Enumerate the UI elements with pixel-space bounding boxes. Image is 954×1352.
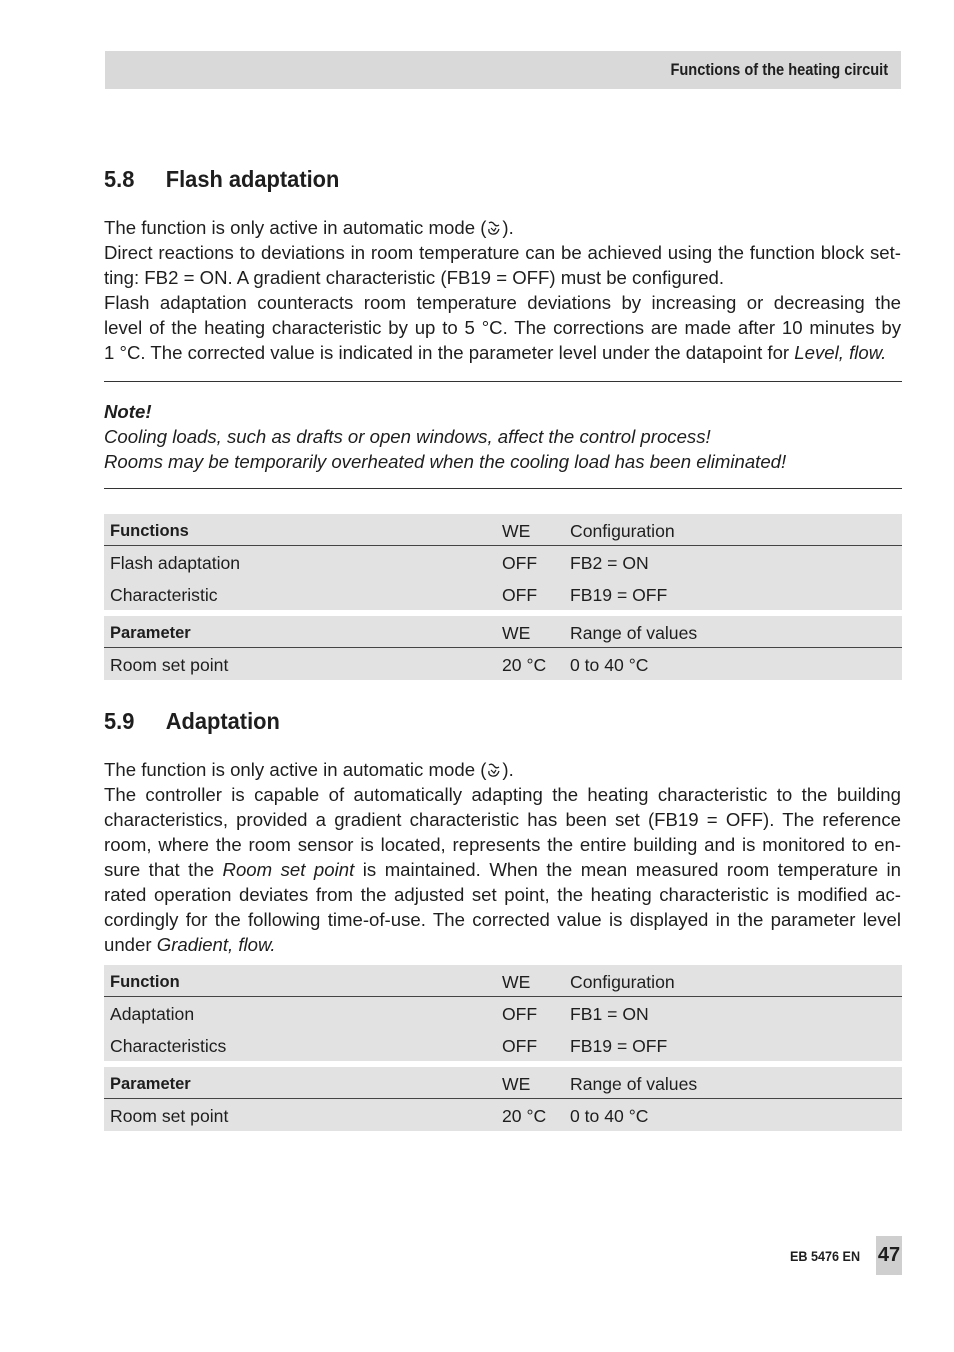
- text-run: ).: [502, 217, 514, 238]
- note-title: Note!: [104, 401, 152, 422]
- section-title: Flash adaptation: [165, 166, 340, 192]
- text-run: is maintained. When the mean measured room temperature in: [354, 859, 902, 880]
- table-row: [104, 578, 902, 610]
- paragraph-line: ting: FB2 = ON. A gradient characteristic (FB19 = OFF) must be configured.: [104, 267, 725, 288]
- datapoint-name: Level, flow.: [794, 342, 887, 363]
- paragraph-line: The controller is capable of automatically adapting the heating characteristic to the building: [104, 784, 901, 805]
- paragraph-line: [104, 757, 901, 782]
- note-box: [104, 399, 901, 474]
- paragraph-line: rated operation deviates from the adjusted set point, the heating characteristic is modified ac-: [104, 884, 901, 905]
- table-cell: Room set point: [110, 655, 229, 675]
- table-cell: OFF: [502, 1004, 538, 1024]
- column-header: WE: [502, 521, 531, 541]
- paragraph-line: Flash adaptation counteracts room temperature deviations by increasing or decreasing the: [104, 292, 901, 313]
- section-5-8-body: [104, 215, 901, 365]
- table-cell: FB19 = OFF: [570, 1036, 668, 1056]
- paragraph-line: cordingly for the following time-of-use. The corrected value is displayed in the parameter level: [104, 909, 901, 930]
- column-header: Functions: [110, 522, 189, 540]
- column-header: WE: [502, 623, 531, 643]
- table-row: [104, 1029, 902, 1061]
- column-header: Parameter: [110, 1075, 191, 1093]
- text-run: The function is only active in automatic mode (: [104, 217, 487, 238]
- column-header: WE: [502, 972, 531, 992]
- paragraph-line: characteristics, provided a gradient characteristic has been set (FB19 = OFF). The reference: [104, 809, 901, 830]
- paragraph-line: Direct reactions to deviations in room temperature can be achieved using the function block set-: [104, 242, 901, 263]
- paragraph-line: room, where the room sensor is located, represents the entire building and is monitored to en-: [104, 834, 901, 855]
- table-cell: OFF: [502, 585, 538, 605]
- section-number: 5.8: [104, 166, 135, 192]
- table-cell: Characteristics: [110, 1036, 227, 1056]
- table-header-row: [104, 514, 902, 546]
- section-heading-5-9: [104, 708, 280, 735]
- table-cell: OFF: [502, 553, 538, 573]
- table-cell: Characteristic: [110, 585, 218, 605]
- functions-block: [104, 514, 902, 610]
- text-run: 1 °C. The corrected value is indicated in the parameter level under the datapoint for: [104, 342, 795, 363]
- parameter-name: Room set point: [222, 859, 355, 880]
- text-run: The function is only active in automatic mode (: [104, 759, 487, 780]
- column-header: Configuration: [570, 521, 675, 541]
- note-bottom-rule: [104, 488, 902, 489]
- paragraph-line: [104, 932, 901, 957]
- table-header-row: [104, 616, 902, 648]
- parameter-block: [104, 1067, 902, 1131]
- table-header-row: [104, 965, 902, 997]
- page-number: 47: [876, 1236, 902, 1275]
- note-line: Cooling loads, such as drafts or open windows, affect the control process!: [104, 426, 711, 447]
- table-cell: 0 to 40 °C: [570, 655, 649, 675]
- table-header-row: [104, 1067, 902, 1099]
- parameter-block: [104, 616, 902, 680]
- table-cell: Adaptation: [110, 1004, 195, 1024]
- section-title: Adaptation: [165, 708, 280, 734]
- column-header: Parameter: [110, 624, 191, 642]
- table-cell: FB19 = OFF: [570, 585, 668, 605]
- datapoint-name: Gradient, flow.: [156, 934, 276, 955]
- paragraph-line: [104, 340, 901, 365]
- table-cell: FB1 = ON: [570, 1004, 649, 1024]
- table-row: [104, 546, 902, 578]
- section-number: 5.9: [104, 708, 135, 734]
- text-run: ).: [502, 759, 514, 780]
- note-top-rule: [104, 381, 902, 382]
- section-5-9-body: [104, 757, 901, 957]
- paragraph-line: [104, 215, 901, 240]
- table-cell: OFF: [502, 1036, 538, 1056]
- paragraph-line: level of the heating characteristic by up to 5 °C. The corrections are made after 10 minutes by: [104, 317, 901, 338]
- document-code: EB 5476 EN: [790, 1248, 861, 1264]
- table-row: [104, 997, 902, 1029]
- text-run: sure that the: [104, 859, 223, 880]
- table-cell: FB2 = ON: [570, 553, 649, 573]
- paragraph-line: [104, 857, 901, 882]
- table-cell: Flash adaptation: [110, 553, 241, 573]
- functions-block: [104, 965, 902, 1061]
- column-header: WE: [502, 1074, 531, 1094]
- table-cell: 20 °C: [502, 655, 547, 675]
- table-cell: 20 °C: [502, 1106, 547, 1126]
- column-header: Range of values: [570, 623, 698, 643]
- automatic-mode-icon: [486, 220, 502, 236]
- section-heading-5-8: [104, 166, 339, 193]
- table-row: [104, 648, 902, 680]
- table-cell: Room set point: [110, 1106, 229, 1126]
- column-header: Configuration: [570, 972, 675, 992]
- note-line: Rooms may be temporarily overheated when the cooling load has been eliminated!: [104, 451, 787, 472]
- column-header: Function: [110, 973, 180, 991]
- column-header: Range of values: [570, 1074, 698, 1094]
- table-5-9: [104, 965, 902, 1131]
- automatic-mode-icon: [486, 762, 502, 778]
- running-header: [105, 51, 901, 89]
- text-run: under: [104, 934, 157, 955]
- table-row: [104, 1099, 902, 1131]
- header-title: Functions of the heating circuit: [670, 60, 888, 79]
- table-cell: 0 to 40 °C: [570, 1106, 649, 1126]
- table-5-8: [104, 514, 902, 680]
